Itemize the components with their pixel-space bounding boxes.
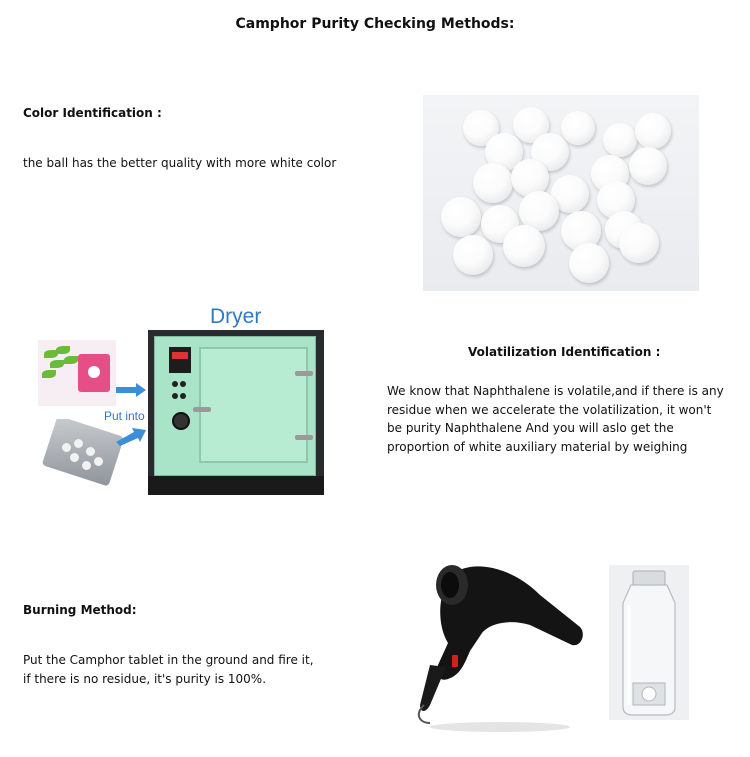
- camphor-balls-photo: [423, 95, 699, 291]
- volatilization-line: We know that Naphthalene is volatile,and if there is any: [387, 384, 724, 398]
- volatilization-line: be purity Naphthalene And you will aslo get the: [387, 421, 674, 435]
- put-into-label: Put into: [104, 409, 145, 423]
- burning-method-heading: Burning Method:: [23, 603, 137, 617]
- color-identification-text: the ball has the better quality with more white color: [23, 156, 337, 170]
- burning-line: Put the Camphor tablet in the ground and fire it,: [23, 653, 314, 667]
- burning-method-text: [23, 651, 353, 688]
- camphor-package-photo: [38, 340, 116, 406]
- volatilization-line: residue when we accelerate the volatilization, it won't: [387, 402, 712, 417]
- dryer-oven-photo: [148, 330, 324, 495]
- volatilization-heading: Volatilization Identification :: [468, 345, 661, 359]
- color-identification-heading: Color Identification :: [23, 106, 162, 120]
- dryer-label: Dryer: [210, 305, 262, 328]
- volatilization-line: proportion of white auxiliary material by weighing: [387, 439, 688, 454]
- glass-bottle-photo: [609, 565, 689, 720]
- burning-line: if there is no residue, it's purity is 100%.: [23, 671, 267, 686]
- volatilization-text: [387, 382, 737, 456]
- page-title: Camphor Purity Checking Methods:: [235, 16, 515, 32]
- hair-dryer-photo: [390, 555, 590, 735]
- arrow-right-icon: [116, 382, 146, 396]
- camphor-bag-photo: [42, 419, 124, 489]
- arrow-up-right-icon: [116, 428, 146, 446]
